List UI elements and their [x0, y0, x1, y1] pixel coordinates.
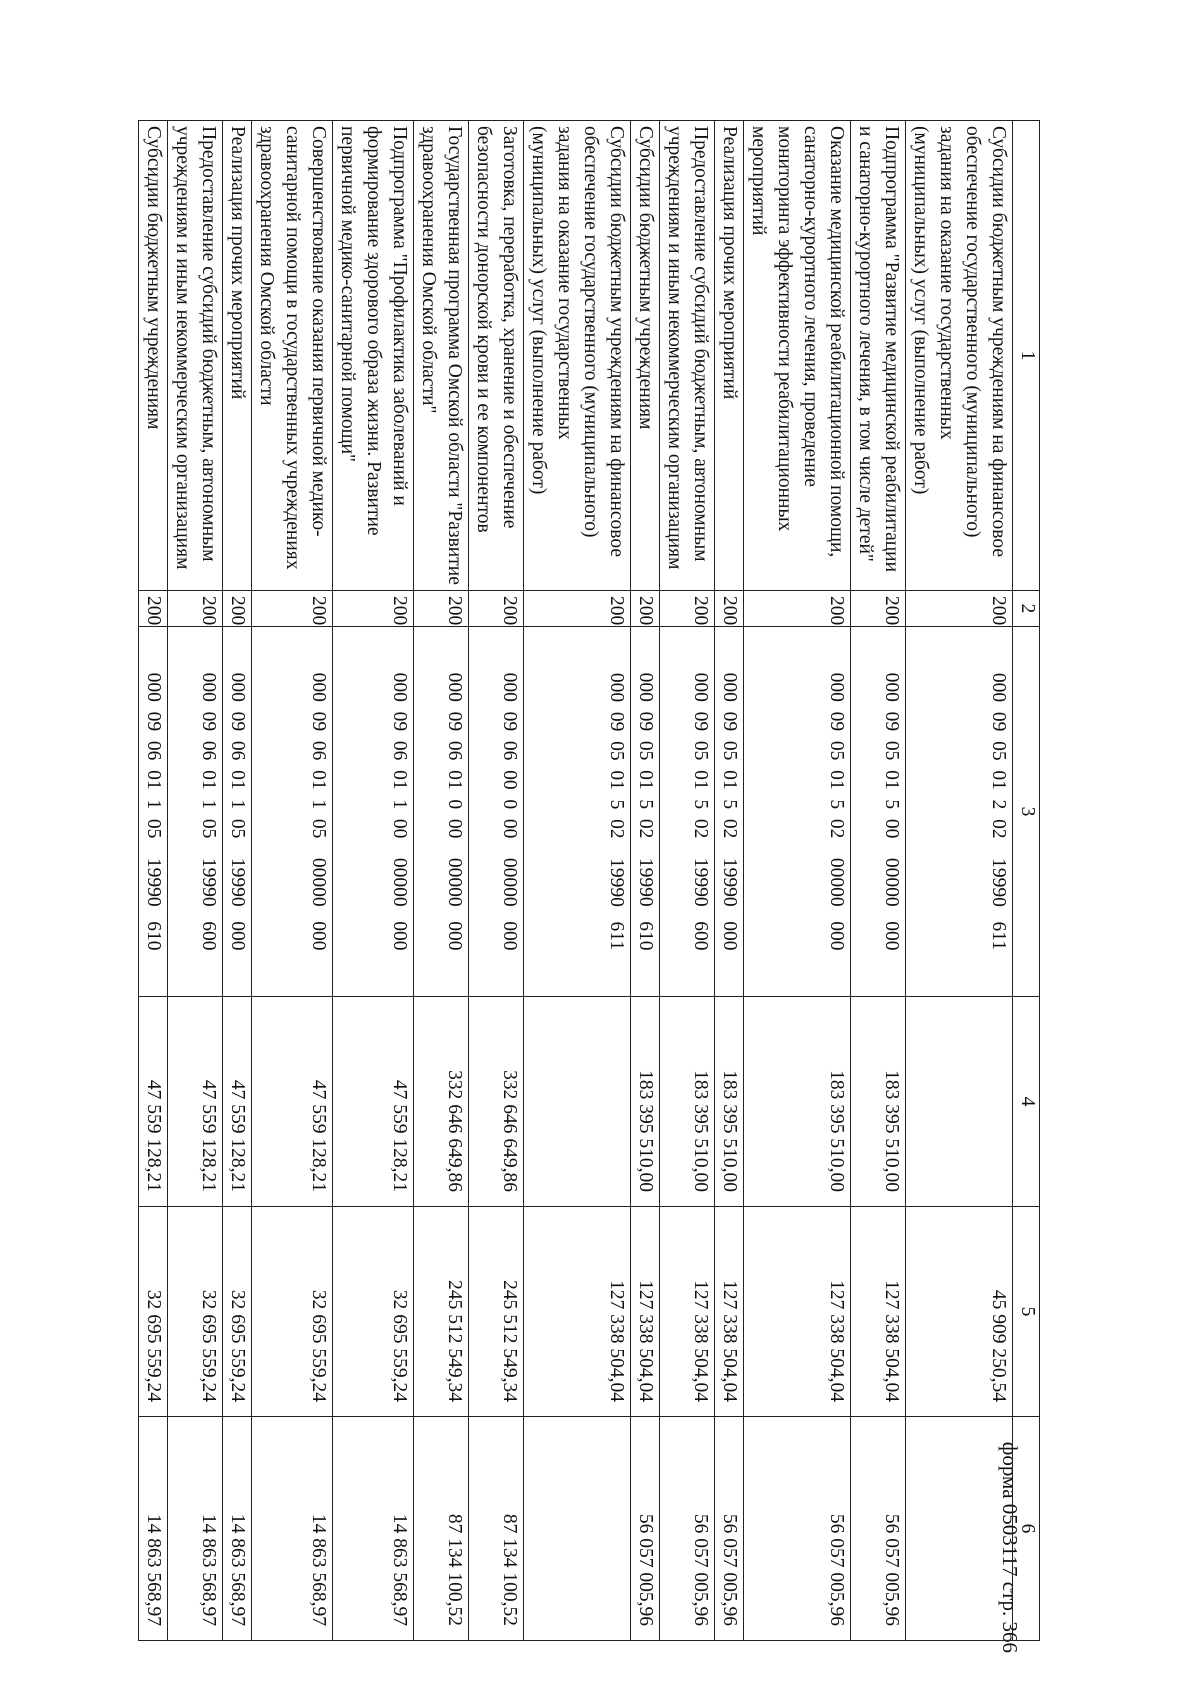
column-header-6: 6: [1013, 1417, 1040, 1641]
row-name-cell: Совершенствование оказания первичной медико-санитарной помощи в государственных учреждениях здравоохранения Омской области: [252, 121, 333, 591]
budget-classification-code-cell: 000 09 06 01 1 05 00000 000: [252, 627, 333, 997]
line-code-cell: 200: [252, 591, 333, 627]
table-row: [469, 121, 524, 1641]
approved-amount-cell: 183 395 510,00: [660, 997, 715, 1207]
column-header-1: 1: [1013, 121, 1040, 591]
unexecuted-amount-cell: 56 057 005,96: [851, 1417, 906, 1641]
approved-amount-cell: 332 646 649,86: [414, 997, 469, 1207]
budget-classification-code-cell: 000 09 06 01 1 00 00000 000: [333, 627, 414, 997]
unexecuted-amount-cell: 56 057 005,96: [715, 1417, 744, 1641]
table-row: [715, 121, 744, 1641]
unexecuted-amount-cell: 14 863 568,97: [333, 1417, 414, 1641]
approved-amount-cell: 183 395 510,00: [744, 997, 851, 1207]
line-code-cell: 200: [168, 591, 223, 627]
table-row: [414, 121, 469, 1641]
line-code-cell: 200: [906, 591, 1013, 627]
line-code-cell: 200: [139, 591, 168, 627]
line-code-cell: 200: [223, 591, 252, 627]
row-name-cell: Субсидии бюджетным учреждениям на финансовое обеспечение государственного (муниципального) задания на оказание государственных (муниципальных) услуг (выполнение работ): [906, 121, 1013, 591]
approved-amount-cell: 183 395 510,00: [631, 997, 660, 1207]
executed-amount-cell: 32 695 559,24: [333, 1207, 414, 1417]
column-header-4: 4: [1013, 997, 1040, 1207]
line-code-cell: 200: [660, 591, 715, 627]
rotated-report-table: [138, 120, 1040, 1640]
row-name-cell: Реализация прочих мероприятий: [223, 121, 252, 591]
line-code-cell: 200: [414, 591, 469, 627]
executed-amount-cell: 32 695 559,24: [252, 1207, 333, 1417]
unexecuted-amount-cell: 87 134 100,52: [414, 1417, 469, 1641]
budget-classification-code-cell: 000 09 05 01 2 02 19990 611: [906, 627, 1013, 997]
budget-classification-code-cell: 000 09 06 01 1 05 19990 610: [139, 627, 168, 997]
budget-classification-code-cell: 000 09 05 01 5 02 19990 600: [660, 627, 715, 997]
approved-amount-cell: 47 559 128,21: [139, 997, 168, 1207]
budget-classification-code-cell: 000 09 05 01 5 02 19990 611: [524, 627, 631, 997]
line-code-cell: 200: [851, 591, 906, 627]
budget-classification-code-cell: 000 09 05 01 5 02 19990 000: [715, 627, 744, 997]
unexecuted-amount-cell: 56 057 005,96: [660, 1417, 715, 1641]
table-body: [139, 121, 1013, 1641]
unexecuted-amount-cell: 14 863 568,97: [168, 1417, 223, 1641]
column-number-row: [1013, 121, 1040, 1641]
row-name-cell: Субсидии бюджетным учреждениям: [139, 121, 168, 591]
row-name-cell: Подпрограмма "Развитие медицинской реабилитации и санаторно-курортного лечения, в том числе детей": [851, 121, 906, 591]
executed-amount-cell: 127 338 504,04: [660, 1207, 715, 1417]
table-row: [223, 121, 252, 1641]
budget-classification-code-cell: 000 09 06 01 0 00 00000 000: [414, 627, 469, 997]
unexecuted-amount-cell: 14 863 568,97: [252, 1417, 333, 1641]
line-code-cell: 200: [715, 591, 744, 627]
table-row: [660, 121, 715, 1641]
executed-amount-cell: 45 909 250,54: [906, 1207, 1013, 1417]
approved-amount-cell: 47 559 128,21: [223, 997, 252, 1207]
executed-amount-cell: 32 695 559,24: [168, 1207, 223, 1417]
row-name-cell: Подпрограмма "Профилактика заболеваний и формирование здорового образа жизни. Развитие первичной медико-санитарной помощи": [333, 121, 414, 591]
row-name-cell: Субсидии бюджетным учреждениям на финансовое обеспечение государственного (муниципального) задания на оказание государственных (муниципальных) услуг (выполнение работ): [524, 121, 631, 591]
unexecuted-amount-cell: 14 863 568,97: [223, 1417, 252, 1641]
row-name-cell: Заготовка, переработка, хранение и обеспечение безопасности донорской крови и ее компонентов: [469, 121, 524, 591]
row-name-cell: Оказание медицинской реабилитационной помощи, санаторно-курортного лечения, проведение мониторинга эффективности реабилитационных мероприятий: [744, 121, 851, 591]
line-code-cell: 200: [524, 591, 631, 627]
budget-classification-code-cell: 000 09 05 01 5 02 19990 610: [631, 627, 660, 997]
column-header-2: 2: [1013, 591, 1040, 627]
line-code-cell: 200: [744, 591, 851, 627]
approved-amount-cell: [906, 997, 1013, 1207]
table-row: [333, 121, 414, 1641]
table-row: [139, 121, 168, 1641]
budget-classification-code-cell: 000 09 06 01 1 05 19990 600: [168, 627, 223, 997]
row-name-cell: Предоставление субсидий бюджетным, автономным учреждениям и иным некоммерческим организациям: [660, 121, 715, 591]
approved-amount-cell: [524, 997, 631, 1207]
line-code-cell: 200: [333, 591, 414, 627]
table-row: [631, 121, 660, 1641]
executed-amount-cell: 127 338 504,04: [715, 1207, 744, 1417]
table-row: [851, 121, 906, 1641]
budget-classification-code-cell: 000 09 06 00 0 00 00000 000: [469, 627, 524, 997]
executed-amount-cell: 245 512 549,34: [414, 1207, 469, 1417]
table-row: [252, 121, 333, 1641]
unexecuted-amount-cell: [906, 1417, 1013, 1641]
budget-classification-code-cell: 000 09 05 01 5 02 00000 000: [744, 627, 851, 997]
unexecuted-amount-cell: [524, 1417, 631, 1641]
approved-amount-cell: 183 395 510,00: [715, 997, 744, 1207]
approved-amount-cell: 332 646 649,86: [469, 997, 524, 1207]
approved-amount-cell: 47 559 128,21: [333, 997, 414, 1207]
row-name-cell: Государственная программа Омской области "Развитие здравоохранения Омской области": [414, 121, 469, 591]
executed-amount-cell: 32 695 559,24: [223, 1207, 252, 1417]
unexecuted-amount-cell: 14 863 568,97: [139, 1417, 168, 1641]
executed-amount-cell: 127 338 504,04: [744, 1207, 851, 1417]
unexecuted-amount-cell: 56 057 005,96: [744, 1417, 851, 1641]
row-name-cell: Субсидии бюджетным учреждениям: [631, 121, 660, 591]
row-name-cell: Реализация прочих мероприятий: [715, 121, 744, 591]
form-label: форма 0503117 стр. 366: [998, 1441, 1022, 1653]
row-name-cell: Предоставление субсидий бюджетным, автономным учреждениям и иным некоммерческим организациям: [168, 121, 223, 591]
unexecuted-amount-cell: 56 057 005,96: [631, 1417, 660, 1641]
executed-amount-cell: 127 338 504,04: [851, 1207, 906, 1417]
column-header-5: 5: [1013, 1207, 1040, 1417]
executed-amount-cell: 127 338 504,04: [524, 1207, 631, 1417]
column-header-3: 3: [1013, 627, 1040, 997]
budget-classification-code-cell: 000 09 06 01 1 05 19990 000: [223, 627, 252, 997]
table-row: [744, 121, 851, 1641]
executed-amount-cell: 127 338 504,04: [631, 1207, 660, 1417]
approved-amount-cell: 47 559 128,21: [168, 997, 223, 1207]
approved-amount-cell: 47 559 128,21: [252, 997, 333, 1207]
table-row: [906, 121, 1013, 1641]
unexecuted-amount-cell: 87 134 100,52: [469, 1417, 524, 1641]
table-row: [524, 121, 631, 1641]
line-code-cell: 200: [631, 591, 660, 627]
executed-amount-cell: 32 695 559,24: [139, 1207, 168, 1417]
approved-amount-cell: 183 395 510,00: [851, 997, 906, 1207]
table-row: [168, 121, 223, 1641]
line-code-cell: 200: [469, 591, 524, 627]
budget-execution-table: [138, 120, 1040, 1641]
executed-amount-cell: 245 512 549,34: [469, 1207, 524, 1417]
budget-classification-code-cell: 000 09 05 01 5 00 00000 000: [851, 627, 906, 997]
